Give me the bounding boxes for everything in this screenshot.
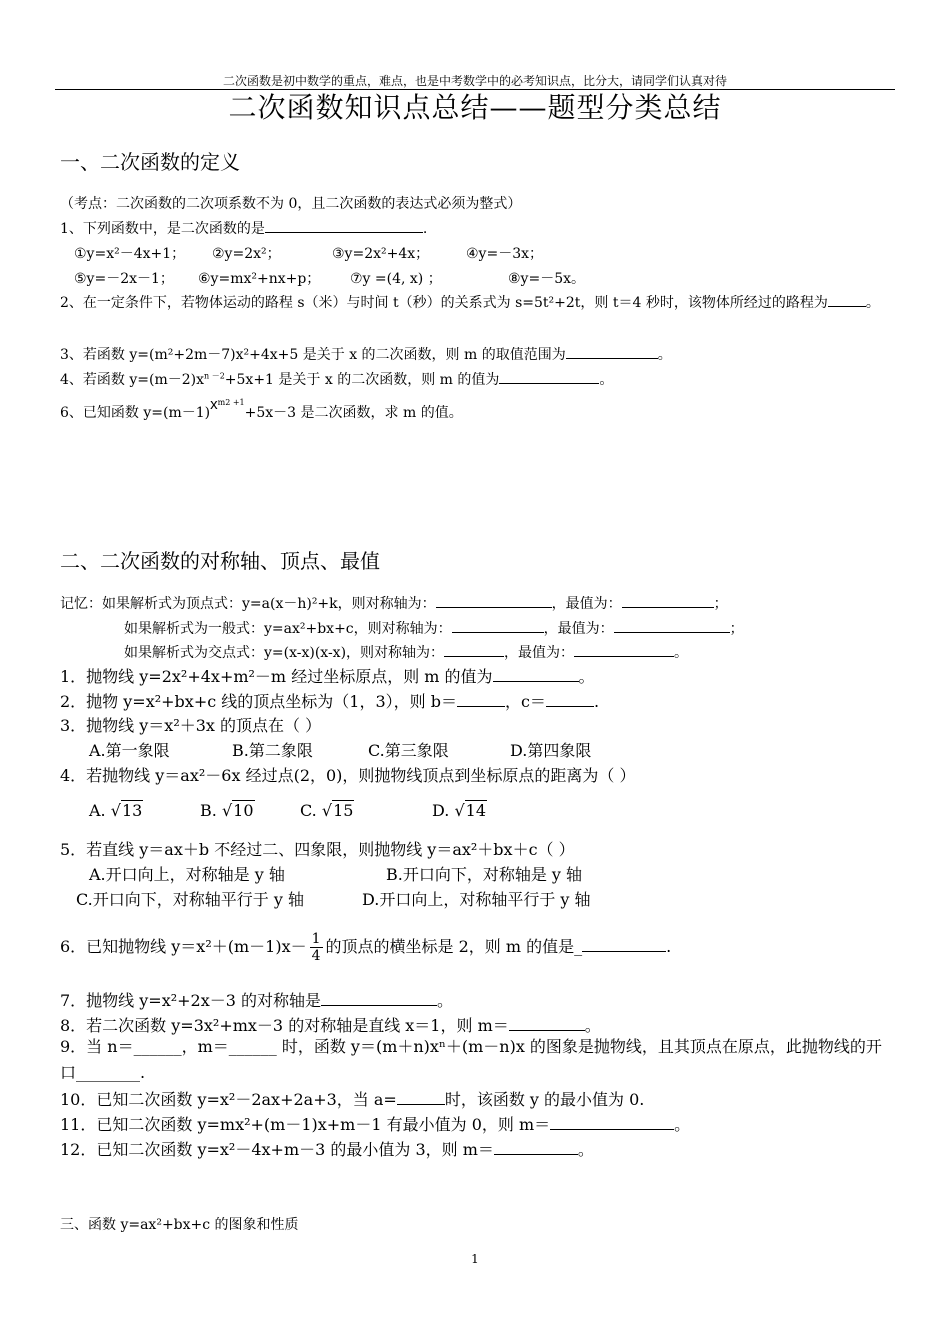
mem3-end: 。 xyxy=(674,645,689,661)
p10-text-b: 时，该函数 y 的最小值为 0. xyxy=(444,1090,645,1109)
q1-text: 1、下列函数中，是二次函数的是 xyxy=(60,221,265,237)
p10 xyxy=(60,1087,644,1110)
mem1-axis-blank[interactable] xyxy=(436,593,552,608)
mem3-extreme-blank[interactable] xyxy=(574,642,674,657)
q1-option: ④y=－3x； xyxy=(466,246,543,262)
p3-option: A.第一象限 xyxy=(89,741,170,760)
p4-option-a xyxy=(89,801,143,820)
q3-blank[interactable] xyxy=(566,344,658,359)
p6-end: . xyxy=(666,937,672,956)
p4-option-c xyxy=(300,801,354,820)
q1-option: ③y=2x²+4x； xyxy=(332,246,430,262)
p4-option-value: 10 xyxy=(233,801,254,820)
section3-heading: 三、函数 y=ax²+bx+c 的图象和性质 xyxy=(60,1217,299,1233)
p8 xyxy=(60,1013,601,1036)
p1 xyxy=(60,664,595,687)
p1-text: 1．抛物线 y=2x²+4x+m²－m 经过坐标原点，则 m 的值为 xyxy=(60,667,493,686)
memory-intercept-form xyxy=(124,642,688,662)
fraction-denominator: 4 xyxy=(311,948,321,964)
p4: 4．若抛物线 y＝ax²－6x 经过点(2，0)，则抛物线顶点到坐标原点的距离为（ ） xyxy=(60,766,636,785)
p11 xyxy=(60,1112,690,1135)
q1-blank[interactable] xyxy=(265,218,423,233)
q1-option: ⑧y=－5x。 xyxy=(508,271,585,287)
sqrt-symbol: √14 xyxy=(454,801,486,820)
p4-option-value: 14 xyxy=(465,801,486,820)
p4-option-b xyxy=(200,801,255,820)
p6-blank[interactable] xyxy=(582,937,666,952)
p3-option: D.第四象限 xyxy=(510,741,592,760)
q2 xyxy=(60,290,895,316)
p2-text-b: ，c＝ xyxy=(504,692,546,711)
mem2-extreme-blank[interactable] xyxy=(614,618,730,633)
q3-text: 3、若函数 y=(m²+2m－7)x²+4x+5 是关于 x 的二次函数，则 m 的取值范围为 xyxy=(60,347,566,363)
p3-option: B.第二象限 xyxy=(232,741,313,760)
p7 xyxy=(60,988,453,1011)
p10-blank[interactable] xyxy=(397,1090,445,1105)
mem3-text: 如果解析式为交点式：y=(x-x)(x-x)，则对称轴为： xyxy=(124,645,445,661)
mem1-extreme-label: ，最值为： xyxy=(551,596,622,612)
q3 xyxy=(60,344,672,364)
memory-vertex-form xyxy=(60,593,728,613)
mem2-axis-blank[interactable] xyxy=(452,618,544,633)
p3: 3．抛物线 y＝x²＋3x 的顶点在（ ） xyxy=(60,716,322,735)
section2-heading: 二、二次函数的对称轴、顶点、最值 xyxy=(60,549,380,573)
mem2-end: ； xyxy=(729,621,744,637)
q6-text-a: 6、已知函数 y=(m－1) xyxy=(60,405,211,421)
p4-option-letter: B. xyxy=(200,801,217,820)
p4-option-value: 13 xyxy=(121,801,143,820)
p8-blank[interactable] xyxy=(509,1016,585,1031)
q1-option: ①y=x²－4x+1； xyxy=(74,246,186,262)
mem3-extreme-label: ，最值为： xyxy=(504,645,575,661)
p2-text-a: 2．抛物 y=x²+bx+c 线的顶点坐标为（1，3），则 b＝ xyxy=(60,692,457,711)
p3-option: C.第三象限 xyxy=(368,741,449,760)
q1-option: ⑤y=－2x－1； xyxy=(74,271,174,287)
p8-end: 。 xyxy=(584,1016,601,1035)
q1-option: ②y=2x²； xyxy=(212,246,281,262)
q2-blank[interactable] xyxy=(828,292,866,307)
q3-end: 。 xyxy=(657,347,672,363)
mem1-end: ； xyxy=(713,596,728,612)
q4-text-a: 4、若函数 y=(m－2)x xyxy=(60,372,204,388)
mem1-text: 记忆：如果解析式为顶点式：y=a(x－h)²+k，则对称轴为： xyxy=(60,596,436,612)
fraction-numerator: 1 xyxy=(311,931,321,947)
section1-heading: 一、二次函数的定义 xyxy=(60,150,240,174)
q1 xyxy=(60,218,427,238)
p5-option: A.开口向上，对称轴是 y 轴 xyxy=(89,865,285,884)
fraction xyxy=(310,931,323,964)
p6-text-b: 的顶点的横坐标是 2，则 m 的值是_ xyxy=(325,937,583,956)
sqrt-symbol: √15 xyxy=(321,801,354,820)
q1-option: ⑦y =(4, x) ； xyxy=(350,271,442,287)
q1-end: . xyxy=(422,221,428,237)
p12-blank[interactable] xyxy=(494,1140,578,1155)
q2-text: 2、在一定条件下，若物体运动的路程 s（米）与时间 t（秒）的关系式为 s=5t²+2t，则 t＝4 秒时，该物体所经过的路程为 xyxy=(60,295,828,311)
p4-option-letter: C. xyxy=(300,801,317,820)
memory-general-form xyxy=(124,618,744,638)
q4-blank[interactable] xyxy=(499,369,599,384)
mem1-extreme-blank[interactable] xyxy=(622,593,714,608)
page-number: 1 xyxy=(471,1252,479,1266)
p6-text-a: 6．已知抛物线 y＝x²＋(m－1)x－ xyxy=(60,937,307,956)
p5: 5．若直线 y＝ax＋b 不经过二、四象限，则抛物线 y＝ax²＋bx＋c（ ） xyxy=(60,840,575,859)
q6-exponent: m2 +1 xyxy=(217,398,245,408)
q6 xyxy=(60,396,463,422)
p2 xyxy=(60,689,599,712)
p5-option: D.开口向上，对称轴平行于 y 轴 xyxy=(362,890,591,909)
p1-end: 。 xyxy=(578,667,595,686)
p12-end: 。 xyxy=(577,1140,594,1159)
p12 xyxy=(60,1137,594,1160)
p9: 9．当 n＝______，m＝______ 时，函数 y＝(m＋n)xⁿ＋(m－n)x 的图象是抛物线，且其顶点在原点，此抛物线的开口________. xyxy=(60,1037,882,1082)
mem2-text: 如果解析式为一般式：y=ax²+bx+c，则对称轴为： xyxy=(124,621,452,637)
p11-text: 11．已知二次函数 y=mx²+(m－1)x+m－1 有最小值为 0，则 m＝ xyxy=(60,1115,551,1134)
sqrt-symbol: √10 xyxy=(221,801,254,820)
q4-text-b: +5x+1 是关于 x 的二次函数，则 m 的值为 xyxy=(224,372,500,388)
q4-end: 。 xyxy=(599,372,614,388)
page-title: 二次函数知识点总结——题型分类总结 xyxy=(228,91,722,124)
section1-note: （考点：二次函数的二次项系数不为 0，且二次函数的表达式必须为整式） xyxy=(60,196,522,212)
p7-text: 7．抛物线 y=x²+2x－3 的对称轴是 xyxy=(60,991,322,1010)
p7-end: 。 xyxy=(437,991,454,1010)
p11-end: 。 xyxy=(674,1115,691,1134)
p4-option-d xyxy=(432,801,487,820)
q6-x: x xyxy=(210,396,218,413)
header-note: 二次函数是初中数学的重点，难点，也是中考数学中的必考知识点，比分大，请同学们认真对待 xyxy=(222,74,727,88)
p8-text: 8．若二次函数 y=3x²+mx－3 的对称轴是直线 x＝1，则 m＝ xyxy=(60,1016,509,1035)
mem3-axis-blank[interactable] xyxy=(444,642,504,657)
p2-end: . xyxy=(593,692,600,711)
p12-text: 12．已知二次函数 y=x²－4x+m－3 的最小值为 3，则 m＝ xyxy=(60,1140,494,1159)
p6 xyxy=(60,925,671,969)
p5-option: C.开口向下，对称轴平行于 y 轴 xyxy=(76,890,304,909)
q2-end: 。 xyxy=(865,295,880,311)
p1-blank[interactable] xyxy=(493,667,579,682)
p4-option-value: 15 xyxy=(333,801,354,820)
mem2-extreme-label: ，最值为： xyxy=(543,621,614,637)
q4-exponent: n －2 xyxy=(204,371,225,381)
q1-option: ⑥y=mx²+nx+p； xyxy=(198,271,321,287)
p4-option-letter: D. xyxy=(432,801,450,820)
p11-blank[interactable] xyxy=(550,1115,674,1130)
p2-b-blank[interactable] xyxy=(457,692,505,707)
q6-text-b: +5x－3 是二次函数，求 m 的值。 xyxy=(244,405,463,421)
sqrt-symbol: √13 xyxy=(110,801,143,820)
p5-option: B.开口向下，对称轴是 y 轴 xyxy=(386,865,583,884)
q4 xyxy=(60,369,613,389)
p2-c-blank[interactable] xyxy=(546,692,594,707)
p4-option-letter: A. xyxy=(89,801,106,820)
p7-blank[interactable] xyxy=(321,991,437,1006)
p10-text-a: 10．已知二次函数 y=x²－2ax+2a+3，当 a= xyxy=(60,1090,397,1109)
